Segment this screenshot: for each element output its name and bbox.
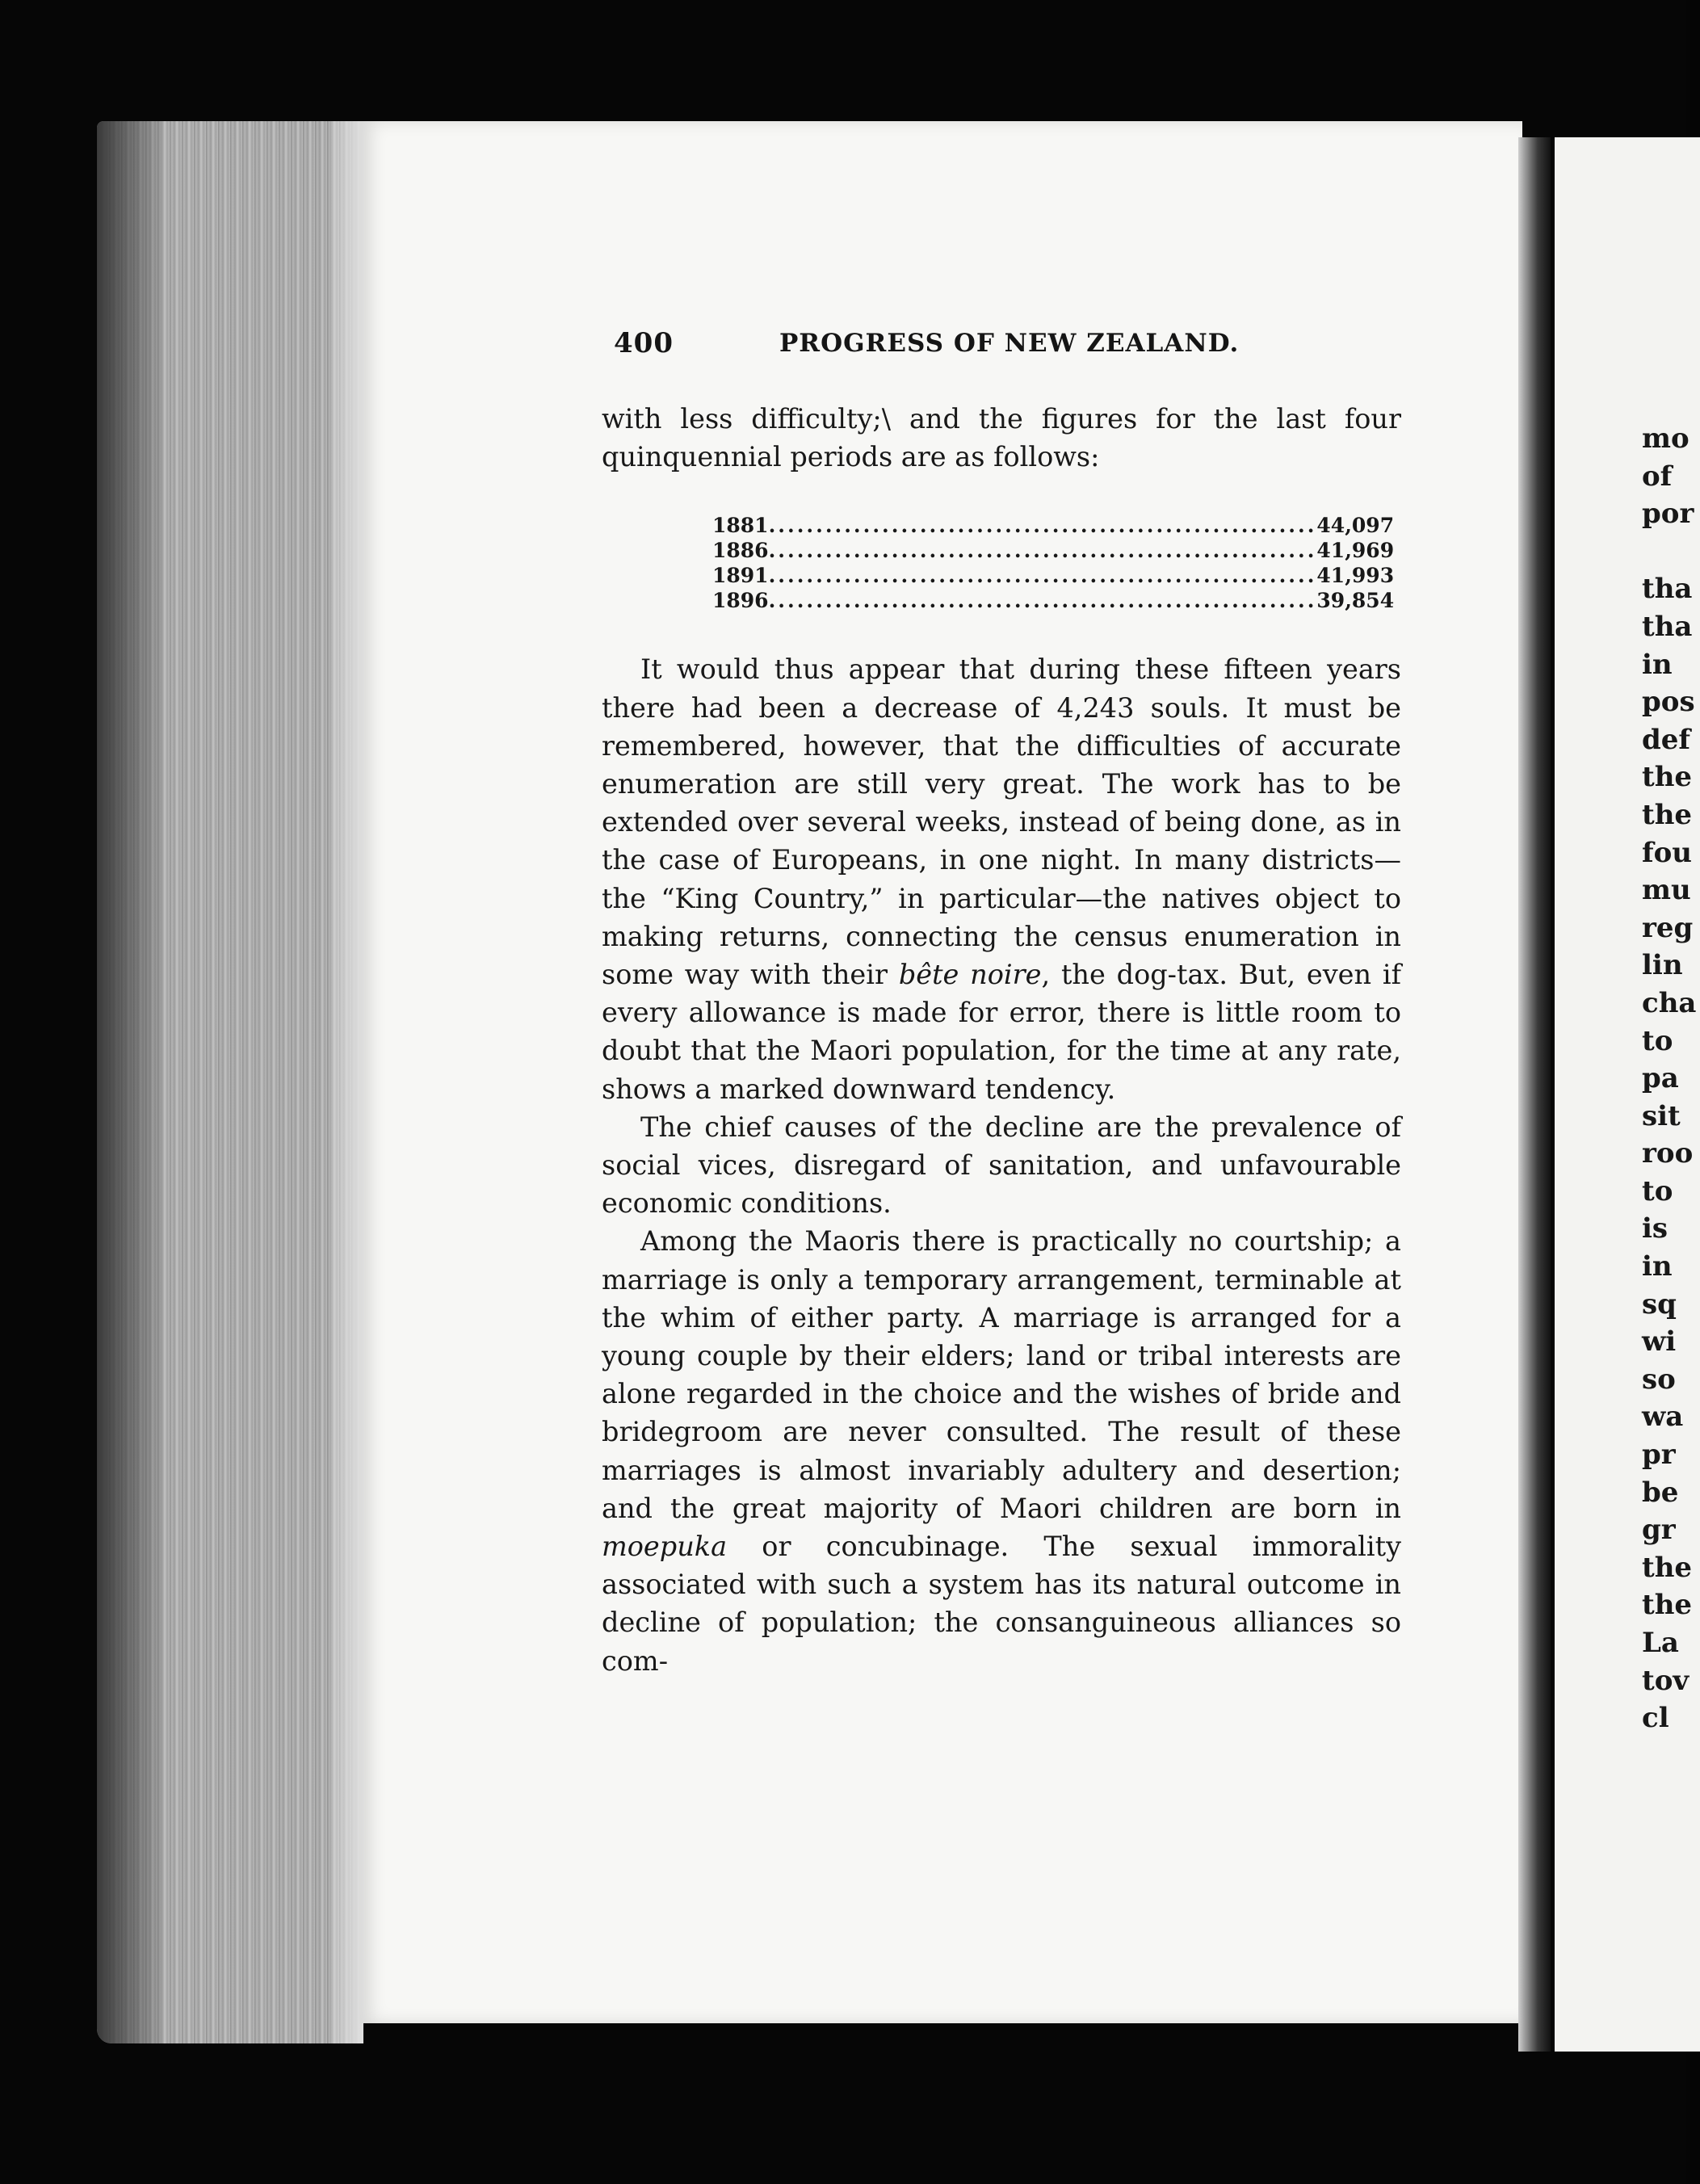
census-year: 1886 <box>712 539 769 563</box>
census-value: 41,993 <box>1316 564 1395 588</box>
leader-dots: .......................................................... <box>768 564 1317 588</box>
table-row <box>712 588 1395 613</box>
page-body <box>602 400 1401 1680</box>
book-gutter <box>1518 137 1551 2052</box>
book-page-edges <box>97 121 363 2043</box>
census-year: 1896 <box>712 589 769 613</box>
intro-line-1: with less difficulty;\ and the figures for the last four <box>602 403 1401 435</box>
paragraph-marriage <box>602 1222 1401 1679</box>
paragraph-causes: The chief causes of the decline are the prevalence of social vices, disregard of sanitation, and unfavourable economic conditions. <box>602 1111 1401 1220</box>
paragraph-text: It would thus appear that during these fifteen years there had been a decrease of 4,243 souls. It must be remembered, however, that the difficulties of accurate enumeration are still very great. The work has to be extended over several weeks, instead of being done, as in the case of Europeans, in one night. In many districts—the “King Country,” in particular—the natives object to making returns, connecting the census enumeration in some way with their <box>602 653 1401 991</box>
paragraph-text: , the dog-tax. But, even if every allowance is made for error, there is little room to doubt that the Maori population, for the time at any rate, shows a marked downward tendency. <box>602 959 1401 1105</box>
italic-phrase: bête noire <box>898 959 1042 991</box>
census-year: 1881 <box>712 514 769 538</box>
census-table <box>712 513 1395 613</box>
leader-dots: .......................................................... <box>768 589 1317 613</box>
leader-dots: .......................................................... <box>768 514 1317 538</box>
census-year: 1891 <box>712 564 769 588</box>
page-number: 400 <box>614 327 674 359</box>
paragraph-decrease <box>602 650 1401 1107</box>
intro-line-2: quinquennial periods are as follows: <box>602 441 1100 473</box>
census-value: 39,854 <box>1316 589 1395 613</box>
facing-page-text: mo of por tha tha in pos def the the fou mu reg lin cha to pa sit roo to is in sq wi so wa pr be gr the the La tov cl <box>1642 422 1697 1735</box>
table-row <box>712 513 1395 538</box>
paragraph-text: or concubinage. The sexual immorality associated with such a system has its natural outcome in decline of population; the consanguineous alliances so com- <box>602 1531 1401 1677</box>
table-row <box>712 563 1395 588</box>
census-value: 44,097 <box>1316 514 1395 538</box>
census-value: 41,969 <box>1316 539 1395 563</box>
paragraph-text: Among the Maoris there is practically no courtship; a marriage is only a temporary arrangement, terminable at the whim of either party. A marriage is arranged for a young couple by their elders; land or tribal interests are alone regarded in the choice and the wishes of bride and bridegroom are never consulted. The result of these marriages is almost invariably adultery and desertion; and the great majority of Maori children are born in <box>602 1225 1401 1524</box>
table-row <box>712 538 1395 563</box>
leader-dots: .......................................................... <box>768 539 1317 563</box>
running-title: PROGRESS OF NEW ZEALAND. <box>779 329 1240 358</box>
italic-phrase: moepuka <box>602 1531 728 1563</box>
